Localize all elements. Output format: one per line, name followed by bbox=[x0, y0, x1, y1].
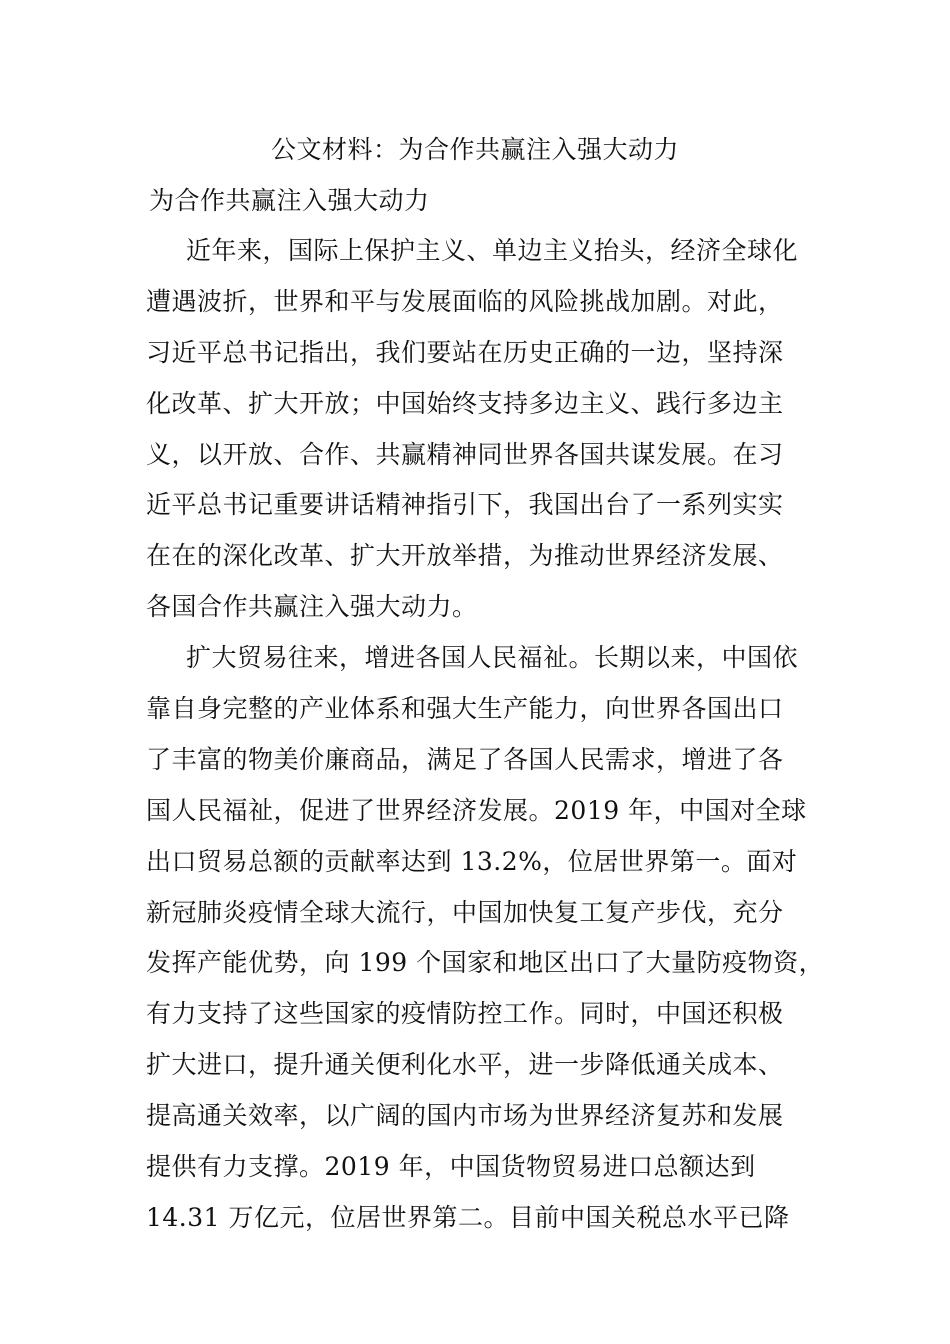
paragraph-2-line: 出口贸易总额的贡献率达到 13.2%，位居世界第一。面对 bbox=[146, 846, 798, 876]
paragraph-2-line: 提供有力支撑。2019 年，中国货物贸易进口总额达到 bbox=[146, 1152, 756, 1182]
paragraph-2-line: 扩大贸易往来，增进各国人民福祉。长期以来，中国依 bbox=[186, 643, 799, 673]
document-body bbox=[146, 226, 846, 1244]
paragraph-2-line: 靠自身完整的产业体系和强大生产能力，向世界各国出口 bbox=[146, 694, 784, 724]
paragraph-1-line: 遭遇波折，世界和平与发展面临的风险挑战加剧。对此， bbox=[146, 286, 784, 316]
paragraph-2-line: 了丰富的物美价廉商品，满足了各国人民需求，增进了各 bbox=[146, 744, 784, 774]
paragraph-2-line: 提高通关效率，以广阔的国内市场为世界经济复苏和发展 bbox=[146, 1101, 784, 1131]
document-subtitle: 为合作共赢注入强大动力 bbox=[149, 186, 430, 215]
paragraph-1-line: 习近平总书记指出，我们要站在历史正确的一边，坚持深 bbox=[146, 337, 784, 367]
paragraph-2-line: 扩大进口，提升通关便利化水平，进一步降低通关成本、 bbox=[146, 1050, 784, 1080]
paragraph-1-line: 近年来，国际上保护主义、单边主义抬头，经济全球化 bbox=[186, 236, 799, 265]
paragraph-2-line: 有力支持了这些国家的疫情防控工作。同时，中国还积极 bbox=[146, 999, 784, 1029]
paragraph-1-line: 近平总书记重要讲话精神指引下，我国出台了一系列实实 bbox=[146, 490, 784, 520]
paragraph-1-line: 义，以开放、合作、共赢精神同世界各国共谋发展。在习 bbox=[146, 439, 784, 469]
paragraph-1-line: 在在的深化改革、扩大开放举措，为推动世界经济发展、 bbox=[146, 541, 784, 571]
paragraph-2-line: 国人民福祉，促进了世界经济发展。2019 年，中国对全球 bbox=[146, 795, 807, 825]
paragraph-2-line: 新冠肺炎疫情全球大流行，中国加快复工复产步伐，充分 bbox=[146, 897, 784, 927]
paragraph-1-line: 化改革、扩大开放；中国始终支持多边主义、践行多边主 bbox=[146, 388, 784, 418]
paragraph-1-line: 各国合作共赢注入强大动力。 bbox=[146, 592, 478, 622]
paragraph-2-line: 14.31 万亿元，位居世界第二。目前中国关税总水平已降 bbox=[146, 1202, 790, 1232]
document-title: 公文材料：为合作共赢注入强大动力 bbox=[270, 135, 679, 164]
paragraph-2-line: 发挥产能优势，向 199 个国家和地区出口了大量防疫物资， bbox=[146, 948, 825, 978]
